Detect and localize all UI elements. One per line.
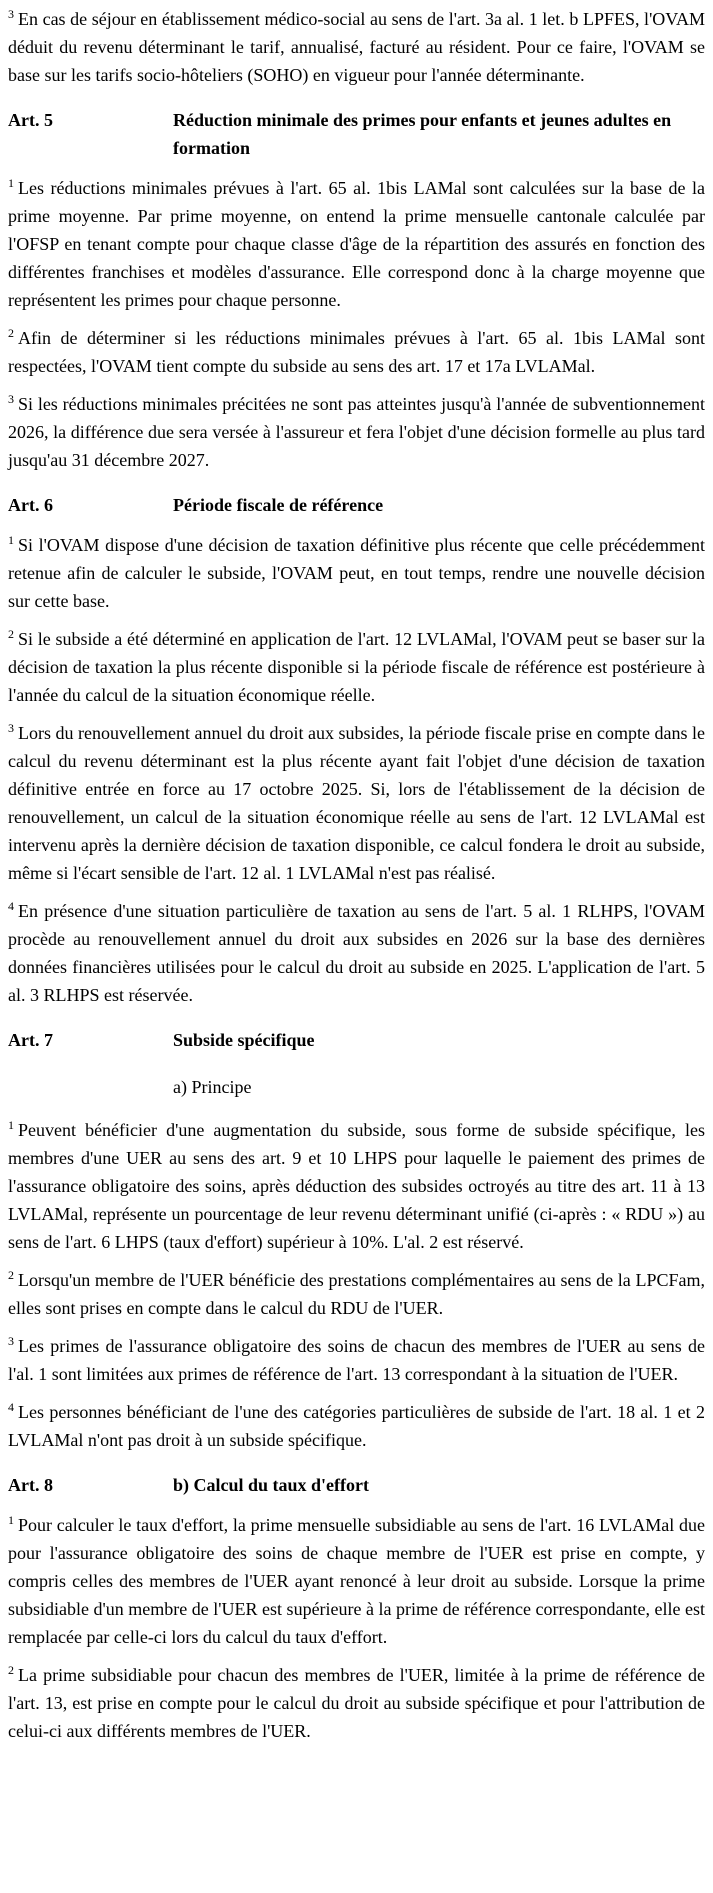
alinea-number: 3 (8, 721, 14, 735)
paragraph-text: Lorsqu'un membre de l'UER bénéficie des prestations complémentaires au sens de la LPCFam, elles sont prises en compte dans le calcul du RDU de l'UER. (8, 1270, 705, 1318)
paragraph-text: Peuvent bénéficier d'une augmentation du subside, sous forme de subside spécifique, les membres d'une UER au sens des art. 9 et 10 LHPS pour laquelle le paiement des primes de l'assurance obligatoire des soins, après déduction des subsides octroyés au titre des art. 11 à 13 LVLAMal, représente un pourcentage de leur revenu déterminant unifié (ci-après : « RDU ») au sens de l'art. 6 LHPS (taux d'effort) supérieur à 10%. L'al. 2 est réservé. (8, 1120, 705, 1252)
alinea-number: 3 (8, 392, 14, 406)
paragraph (8, 531, 705, 615)
paragraph (8, 1511, 705, 1651)
paragraph-text: En présence d'une situation particulière de taxation au sens de l'art. 5 al. 1 RLHPS, l'OVAM procède au renouvellement annuel du droit aux subsides en 2026 sur la base des dernières données financières utilisées pour le calcul du droit au subside en 2025. L'application de l'art. 5 al. 3 RLHPS est réservée. (8, 901, 705, 1005)
paragraph-text: En cas de séjour en établissement médico-social au sens de l'art. 3a al. 1 let. b LPFES, l'OVAM déduit du revenu déterminant le tarif, annualisé, facturé au résident. Pour ce faire, l'OVAM se base sur les tarifs socio-hôteliers (SOHO) en vigueur pour l'année déterminante. (8, 9, 705, 85)
paragraph-text: Les personnes bénéficiant de l'une des catégories particulières de subside de l'art. 18 al. 1 et 2 LVLAMal n'ont pas droit à un subside spécifique. (8, 1402, 705, 1450)
paragraph (8, 625, 705, 709)
paragraph (8, 324, 705, 380)
paragraph-text: Si l'OVAM dispose d'une décision de taxation définitive plus récente que celle précédemment retenue afin de calculer le subside, l'OVAM peut, en tout temps, rendre une nouvelle décision sur cette base. (8, 535, 705, 611)
article-5-heading (8, 106, 705, 162)
alinea-number: 1 (8, 176, 14, 190)
alinea-number: 2 (8, 627, 14, 641)
article-6-title: Période fiscale de référence (173, 495, 384, 515)
article-7-number: Art. 7 (8, 1030, 53, 1050)
paragraph-text: Les primes de l'assurance obligatoire des soins de chacun des membres de l'UER au sens de l'al. 1 sont limitées aux primes de référence de l'art. 13 correspondant à la situation de l'UER. (8, 1336, 705, 1384)
paragraph-text: Si le subside a été déterminé en application de l'art. 12 LVLAMal, l'OVAM peut se baser sur la décision de taxation la plus récente disponible si la période fiscale de référence est postérieure à l'année du calcul de la situation économique réelle. (8, 629, 705, 705)
paragraph-text: Les réductions minimales prévues à l'art. 65 al. 1bis LAMal sont calculées sur la base de la prime moyenne. Par prime moyenne, on entend la prime mensuelle cantonale calculée par l'OFSP en tenant compte pour chaque classe d'âge de la répartition des assurés en fonction des différentes franchises et modèles d'assurance. Elle correspond donc à la charge moyenne que représentent les primes pour chaque personne. (8, 178, 705, 310)
alinea-number: 2 (8, 326, 14, 340)
paragraph (8, 1661, 705, 1745)
alinea-number: 2 (8, 1268, 14, 1282)
paragraph (8, 1266, 705, 1322)
article-7-title: Subside spécifique (173, 1030, 315, 1050)
paragraph (8, 1332, 705, 1388)
paragraph (8, 5, 705, 89)
alinea-number: 3 (8, 7, 14, 21)
paragraph-text: Pour calculer le taux d'effort, la prime mensuelle subsidiable au sens de l'art. 16 LVLAMal due pour l'assurance obligatoire des soins de chaque membre de l'UER est prise en compte, y compris celles des membres de l'UER ayant renoncé à leur droit au subside. Lorsque la prime subsidiable d'un membre de l'UER est supérieure à la prime de référence correspondante, elle est remplacée par celle-ci lors du calcul du taux d'effort. (8, 1515, 705, 1647)
paragraph (8, 174, 705, 314)
alinea-number: 1 (8, 1118, 14, 1132)
paragraph-text: Afin de déterminer si les réductions minimales prévues à l'art. 65 al. 1bis LAMal sont respectées, l'OVAM tient compte du subside au sens des art. 17 et 17a LVLAMal. (8, 328, 705, 376)
paragraph (8, 897, 705, 1009)
paragraph (8, 1116, 705, 1256)
subheading-a-principe: a) Principe (173, 1077, 252, 1097)
paragraph-text: La prime subsidiable pour chacun des membres de l'UER, limitée à la prime de référence de l'art. 13, est prise en compte pour le calcul du droit au subside spécifique et pour l'attribution de celui-ci aux différents membres de l'UER. (8, 1665, 705, 1741)
article-8-heading (8, 1471, 705, 1499)
alinea-number: 1 (8, 1513, 14, 1527)
paragraph-text: Lors du renouvellement annuel du droit aux subsides, la période fiscale prise en compte dans le calcul du revenu déterminant est la plus récente ayant fait l'objet d'une décision de taxation définitive entrée en force au 17 octobre 2025. Si, lors de l'établissement de la décision de renouvellement, un calcul de la situation économique réelle au sens de l'art. 12 LVLAMal est intervenu après la dernière décision de taxation disponible, ce calcul fondera le droit au subside, même si l'écart sensible de l'art. 12 al. 1 LVLAMal n'est pas réalisé. (8, 723, 705, 883)
article-5-title: Réduction minimale des primes pour enfants et jeunes adultes en formation (173, 110, 672, 158)
article-8-number: Art. 8 (8, 1475, 53, 1495)
article-7-heading (8, 1026, 705, 1054)
alinea-number: 3 (8, 1334, 14, 1348)
alinea-number: 4 (8, 899, 14, 913)
alinea-number: 4 (8, 1400, 14, 1414)
alinea-number: 1 (8, 533, 14, 547)
article-6-heading (8, 491, 705, 519)
article-8-title: b) Calcul du taux d'effort (173, 1475, 370, 1495)
paragraph-text: Si les réductions minimales précitées ne sont pas atteintes jusqu'à l'année de subventionnement 2026, la différence due sera versée à l'assureur et fera l'objet d'une décision formelle au plus tard jusqu'au 31 décembre 2027. (8, 394, 705, 470)
paragraph (8, 390, 705, 474)
paragraph (8, 1398, 705, 1454)
alinea-number: 2 (8, 1663, 14, 1677)
article-5-number: Art. 5 (8, 110, 53, 130)
article-6-number: Art. 6 (8, 495, 53, 515)
paragraph (8, 719, 705, 887)
